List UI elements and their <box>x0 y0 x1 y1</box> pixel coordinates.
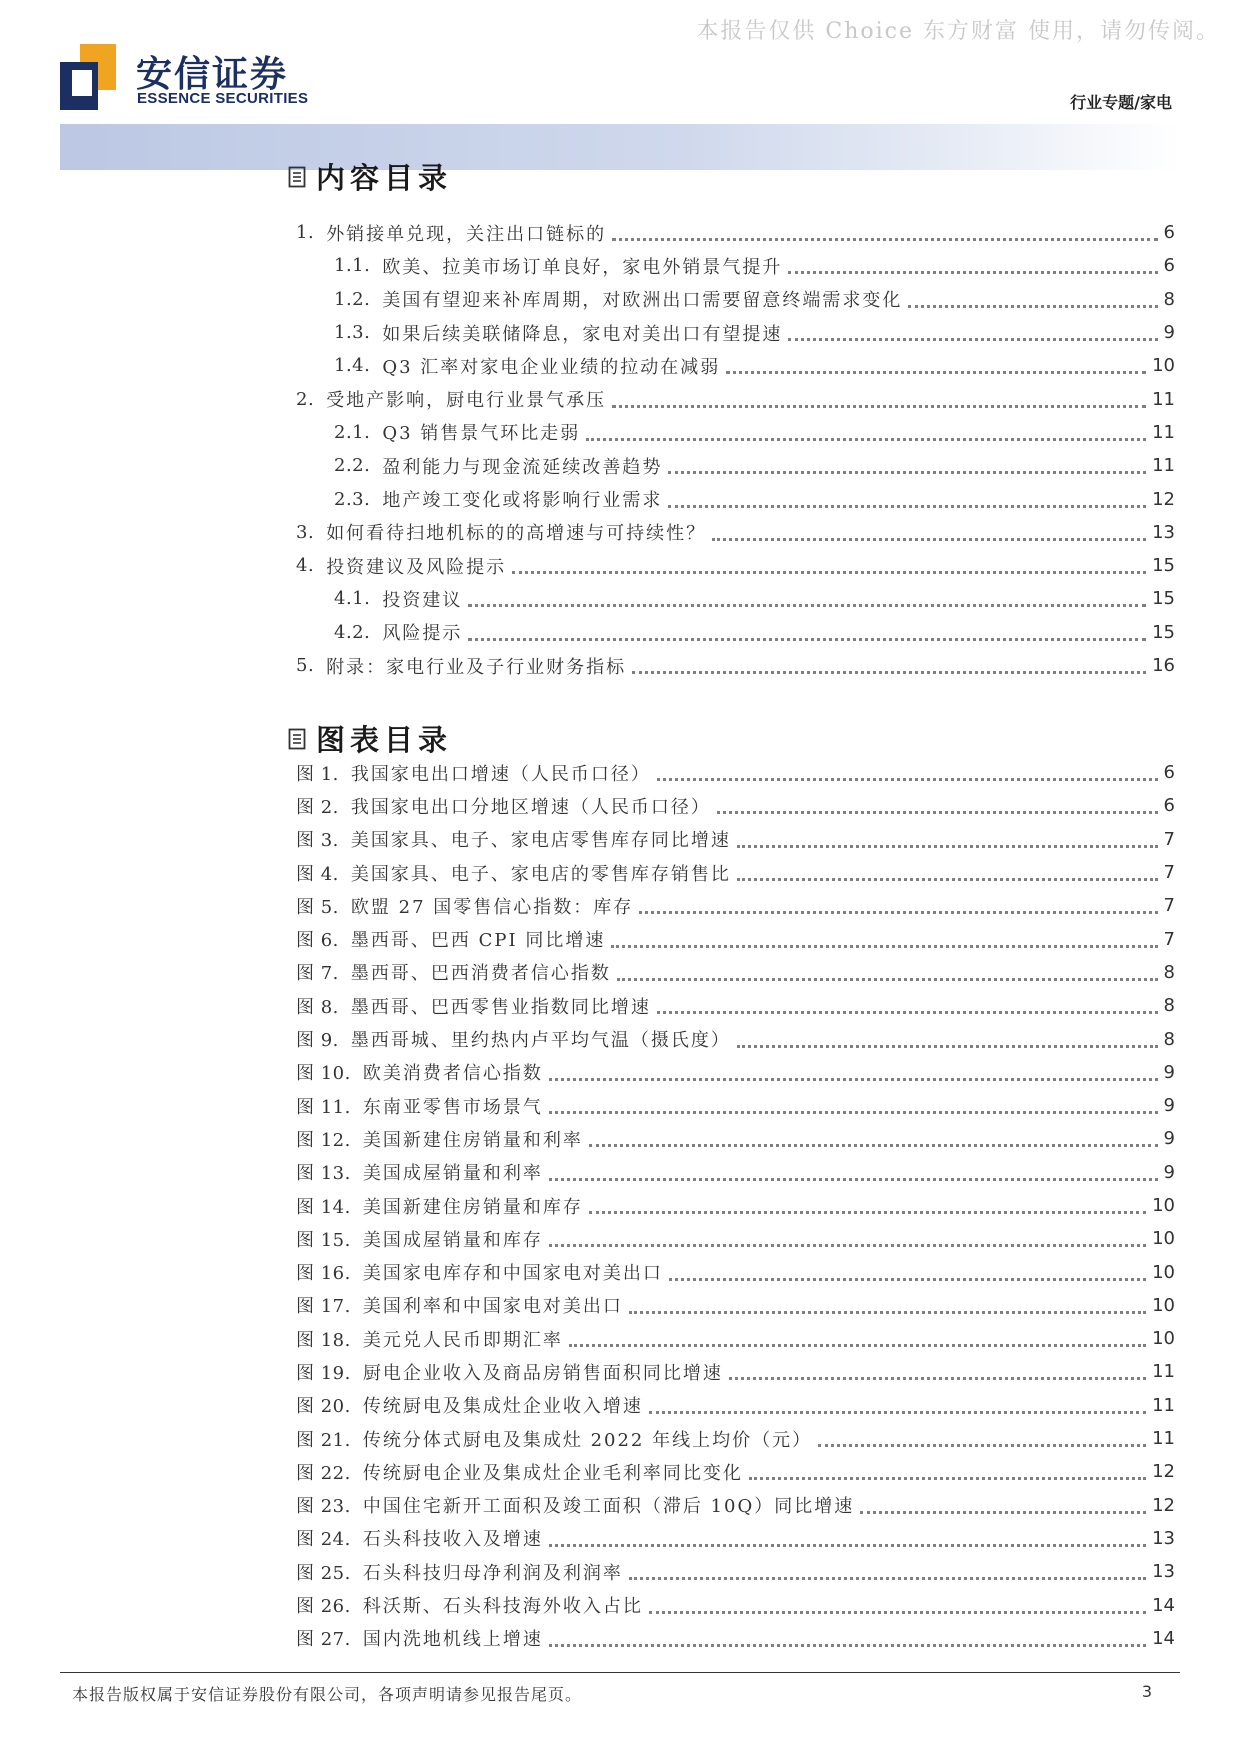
figure-toc-title: 墨西哥、巴西消费者信心指数 <box>350 963 611 985</box>
page-number: 3 <box>1141 1682 1152 1701</box>
figure-toc-page: 8 <box>1163 961 1175 983</box>
dot-leader <box>729 1359 1146 1380</box>
dot-leader <box>569 1326 1146 1347</box>
dot-leader <box>668 453 1146 474</box>
dot-leader <box>737 1027 1158 1048</box>
figure-toc-number: 图 9. <box>296 1030 339 1052</box>
document-icon <box>288 728 306 750</box>
figure-toc-entry[interactable] <box>296 856 1175 889</box>
figure-toc-number: 图 21. <box>296 1429 351 1451</box>
figure-toc-number: 图 17. <box>296 1296 351 1318</box>
figure-toc-number: 图 5. <box>296 896 339 918</box>
figure-toc-entry[interactable] <box>296 789 1175 822</box>
figure-toc-number: 图 16. <box>296 1263 351 1285</box>
figure-toc-title: 美国家具、电子、家电店的零售库存销售比 <box>350 863 731 885</box>
figure-toc-number: 图 22. <box>296 1462 351 1484</box>
figure-toc-entry[interactable] <box>296 1156 1175 1189</box>
dot-leader <box>788 253 1157 274</box>
toc-number: 5. <box>296 655 315 676</box>
figure-toc-entry[interactable] <box>296 889 1175 922</box>
figure-toc-title: 传统厨电及集成灶企业收入增速 <box>362 1396 643 1418</box>
toc-title: 受地产影响，厨电行业景气承压 <box>326 390 607 412</box>
figure-toc-page: 7 <box>1163 862 1175 884</box>
dot-leader <box>788 320 1157 341</box>
toc-entry[interactable] <box>296 449 1175 482</box>
figure-toc-number: 图 24. <box>296 1529 351 1551</box>
dot-leader <box>589 1193 1146 1214</box>
toc-entry[interactable] <box>296 283 1175 316</box>
figure-toc-number: 图 6. <box>296 930 339 952</box>
figure-toc-page: 10 <box>1152 1261 1175 1283</box>
figure-toc-number: 图 7. <box>296 963 339 985</box>
contents-list <box>296 216 1175 682</box>
dot-leader <box>726 353 1146 374</box>
toc-number: 2.3. <box>334 488 371 510</box>
figure-toc-number: 图 4. <box>296 863 339 885</box>
figure-toc-page: 7 <box>1163 895 1175 917</box>
figure-toc-title: 中国住宅新开工面积及竣工面积（滞后 10Q）同比增速 <box>362 1496 855 1518</box>
dot-leader <box>586 420 1146 441</box>
figure-toc-number: 图 3. <box>296 830 339 852</box>
figure-toc-entry[interactable] <box>296 1489 1175 1522</box>
figure-toc-title: 美国家电库存和中国家电对美出口 <box>362 1263 663 1285</box>
contents-title: 内容目录 <box>316 161 453 195</box>
dot-leader <box>589 1126 1158 1147</box>
dot-leader <box>717 793 1158 814</box>
figure-toc-number: 图 27. <box>296 1629 351 1651</box>
toc-title: 投资建议 <box>382 589 463 611</box>
figure-toc-title: 厨电企业收入及商品房销售面积同比增速 <box>362 1362 723 1384</box>
figures-heading <box>288 718 452 759</box>
figure-toc-number: 图 14. <box>296 1196 351 1218</box>
dot-leader <box>737 827 1158 848</box>
figure-toc-entry[interactable] <box>296 1522 1175 1555</box>
figure-toc-entry[interactable] <box>296 1455 1175 1488</box>
figure-toc-number: 图 8. <box>296 996 339 1018</box>
figure-toc-page: 13 <box>1152 1527 1175 1549</box>
header-band <box>60 124 1180 170</box>
toc-title: Q3 销售景气环比走弱 <box>382 423 581 445</box>
document-icon <box>288 166 306 188</box>
dot-leader <box>612 220 1157 241</box>
dot-leader <box>749 1459 1146 1480</box>
figure-toc-page: 12 <box>1152 1461 1175 1483</box>
toc-entry[interactable] <box>296 516 1175 549</box>
toc-number: 4.2. <box>334 621 371 643</box>
toc-page: 11 <box>1152 388 1175 410</box>
dot-leader <box>649 1593 1146 1614</box>
figure-toc-page: 13 <box>1152 1561 1175 1583</box>
toc-page: 15 <box>1152 555 1175 577</box>
figure-toc-entry[interactable] <box>296 1355 1175 1388</box>
dot-leader <box>657 760 1158 781</box>
figure-toc-entry[interactable] <box>296 956 1175 989</box>
company-name-en: ESSENCE SECURITIES <box>137 90 309 107</box>
toc-entry[interactable] <box>296 582 1175 615</box>
figure-toc-title: 科沃斯、石头科技海外收入占比 <box>362 1596 643 1618</box>
figure-toc-title: 东南亚零售市场景气 <box>362 1096 543 1118</box>
figure-toc-page: 7 <box>1163 828 1175 850</box>
figure-toc-entry[interactable] <box>296 823 1175 856</box>
dot-leader <box>860 1493 1146 1514</box>
toc-page: 9 <box>1163 322 1175 344</box>
toc-number: 1.2. <box>334 288 371 310</box>
toc-number: 4. <box>296 555 315 577</box>
toc-title: 风险提示 <box>382 623 463 645</box>
toc-entry[interactable] <box>296 216 1175 249</box>
figure-toc-page: 9 <box>1163 1095 1175 1117</box>
figure-toc-page: 11 <box>1152 1394 1175 1416</box>
figure-toc-title: 石头科技归母净利润及利润率 <box>362 1562 623 1584</box>
figure-toc-entry[interactable] <box>296 1189 1175 1222</box>
figures-title: 图表目录 <box>316 723 453 757</box>
company-name-cn: 安信证券 <box>136 54 289 95</box>
figure-toc-title: 美国家具、电子、家电店零售库存同比增速 <box>350 830 731 852</box>
toc-page: 15 <box>1152 621 1175 643</box>
toc-entry[interactable] <box>296 616 1175 649</box>
toc-page: 11 <box>1152 455 1175 477</box>
figure-toc-title: 美国利率和中国家电对美出口 <box>362 1296 623 1318</box>
figure-toc-number: 图 15. <box>296 1229 351 1251</box>
figure-toc-page: 9 <box>1163 1061 1175 1083</box>
dot-leader <box>737 860 1158 881</box>
figure-toc-title: 欧盟 27 国零售信心指数：库存 <box>350 896 634 918</box>
figure-toc-page: 9 <box>1163 1161 1175 1183</box>
contents-heading <box>288 156 452 197</box>
figure-toc-page: 10 <box>1152 1195 1175 1216</box>
toc-number: 1.4. <box>334 355 371 377</box>
dot-leader <box>617 960 1158 981</box>
figure-toc-page: 11 <box>1152 1428 1175 1450</box>
figure-toc-page: 8 <box>1163 1028 1175 1050</box>
report-category: 行业专题/家电 <box>1070 93 1172 112</box>
figure-toc-number: 图 1. <box>296 763 339 785</box>
figure-toc-number: 图 23. <box>296 1496 351 1518</box>
figure-toc-number: 图 19. <box>296 1362 351 1384</box>
figure-toc-page: 6 <box>1163 795 1175 817</box>
dot-leader <box>468 620 1146 641</box>
toc-number: 2.2. <box>334 455 371 477</box>
figure-toc-number: 图 2. <box>296 796 339 818</box>
toc-page: 15 <box>1152 588 1175 610</box>
toc-title: 投资建议及风险提示 <box>326 556 507 578</box>
toc-title: 欧美、拉美市场订单良好，家电外销景气提升 <box>382 256 783 278</box>
dot-leader <box>649 1393 1146 1414</box>
figure-toc-number: 图 10. <box>296 1063 351 1085</box>
figure-toc-title: 美国新建住房销量和库存 <box>362 1196 583 1218</box>
dot-leader <box>668 487 1146 508</box>
footer-divider <box>60 1672 1180 1673</box>
toc-title: 附录：家电行业及子行业财务指标 <box>326 656 627 678</box>
toc-page: 13 <box>1152 521 1175 543</box>
figure-toc-number: 图 13. <box>296 1163 351 1185</box>
toc-entry[interactable] <box>296 649 1175 682</box>
figure-toc-entry[interactable] <box>296 1089 1175 1122</box>
figure-toc-entry[interactable] <box>296 1222 1175 1255</box>
dot-leader <box>632 653 1146 674</box>
figure-toc-title: 美国成屋销量和利率 <box>362 1163 543 1185</box>
figure-toc-page: 8 <box>1163 995 1175 1017</box>
company-logo-icon <box>60 44 116 110</box>
toc-title: 如果后续美联储降息，家电对美出口有望提速 <box>382 323 783 345</box>
toc-page: 6 <box>1163 222 1175 244</box>
figure-toc-number: 图 12. <box>296 1129 351 1151</box>
toc-page: 6 <box>1163 255 1175 277</box>
figure-toc-page: 11 <box>1152 1361 1175 1383</box>
toc-entry[interactable] <box>296 249 1175 282</box>
figure-toc-title: 美国新建住房销量和利率 <box>362 1129 583 1151</box>
figure-toc-page: 9 <box>1163 1128 1175 1150</box>
toc-page: 16 <box>1152 655 1175 676</box>
dot-leader <box>639 893 1157 914</box>
dot-leader <box>512 553 1146 574</box>
figure-toc-entry[interactable] <box>296 922 1175 955</box>
dot-leader <box>549 1526 1146 1547</box>
figure-toc-entry[interactable] <box>296 1122 1175 1155</box>
dot-leader <box>657 993 1158 1014</box>
figure-toc-page: 6 <box>1163 762 1175 784</box>
figures-list <box>296 756 1175 1655</box>
figure-toc-entry[interactable] <box>296 1322 1175 1355</box>
figure-toc-number: 图 25. <box>296 1562 351 1584</box>
dot-leader <box>549 1160 1158 1181</box>
figure-toc-entry[interactable] <box>296 1622 1175 1655</box>
dot-leader <box>549 1093 1158 1114</box>
toc-number: 1.3. <box>334 322 371 344</box>
figure-toc-page: 7 <box>1163 928 1175 950</box>
figure-toc-number: 图 20. <box>296 1396 351 1418</box>
figure-toc-entry[interactable] <box>296 1255 1175 1288</box>
figure-toc-title: 石头科技收入及增速 <box>362 1529 543 1551</box>
toc-title: 如何看待扫地机标的的高增速与可持续性？ <box>326 523 707 545</box>
figure-toc-page: 12 <box>1152 1494 1175 1516</box>
toc-number: 1.1. <box>334 255 371 277</box>
figure-toc-title: 传统分体式厨电及集成灶 2022 年线上均价（元） <box>362 1429 813 1451</box>
figure-toc-title: 美元兑人民币即期汇率 <box>362 1329 563 1351</box>
toc-title: Q3 汇率对家电企业业绩的拉动在减弱 <box>382 356 721 378</box>
dot-leader <box>908 287 1157 308</box>
dot-leader <box>669 1260 1146 1281</box>
toc-number: 2. <box>296 388 315 410</box>
toc-page: 8 <box>1163 288 1175 310</box>
toc-number: 1. <box>296 222 315 244</box>
dot-leader <box>629 1293 1146 1314</box>
company-logo <box>60 44 320 110</box>
dot-leader <box>468 586 1146 607</box>
dot-leader <box>712 520 1146 541</box>
figure-toc-page: 10 <box>1152 1328 1175 1350</box>
dot-leader <box>611 927 1157 948</box>
watermark-text: 本报告仅供 Choice 东方财富 使用，请勿传阅。 <box>696 19 1220 44</box>
figure-toc-page: 14 <box>1152 1627 1175 1649</box>
toc-entry[interactable] <box>296 349 1175 382</box>
toc-title: 外销接单兑现，关注出口链标的 <box>326 223 607 245</box>
toc-entry[interactable] <box>296 549 1175 582</box>
figure-toc-title: 国内洗地机线上增速 <box>362 1629 543 1651</box>
toc-entry[interactable] <box>296 382 1175 415</box>
figure-toc-page: 10 <box>1152 1294 1175 1316</box>
dot-leader <box>549 1060 1158 1081</box>
figure-toc-title: 我国家电出口增速（人民币口径） <box>350 763 651 785</box>
toc-title: 地产竣工变化或将影响行业需求 <box>382 490 663 512</box>
dot-leader <box>549 1626 1146 1647</box>
figure-toc-title: 传统厨电企业及集成灶企业毛利率同比变化 <box>362 1462 743 1484</box>
toc-page: 10 <box>1152 355 1175 377</box>
figure-toc-title: 我国家电出口分地区增速（人民币口径） <box>350 796 711 818</box>
toc-number: 3. <box>296 521 315 543</box>
figure-toc-title: 美国成屋销量和库存 <box>362 1229 543 1251</box>
toc-number: 2.1. <box>334 421 371 443</box>
figure-toc-title: 墨西哥、巴西零售业指数同比增速 <box>350 996 651 1018</box>
figure-toc-entry[interactable] <box>296 1289 1175 1322</box>
figure-toc-entry[interactable] <box>296 1588 1175 1621</box>
figure-toc-entry[interactable] <box>296 1555 1175 1588</box>
figure-toc-page: 10 <box>1152 1228 1175 1250</box>
figure-toc-page: 14 <box>1152 1594 1175 1616</box>
toc-page: 12 <box>1152 488 1175 510</box>
figure-toc-entry[interactable] <box>296 1056 1175 1089</box>
figure-toc-entry[interactable] <box>296 1389 1175 1422</box>
figure-toc-number: 图 18. <box>296 1329 351 1351</box>
dot-leader <box>818 1426 1146 1447</box>
footer-copyright: 本报告版权属于安信证券股份有限公司，各项声明请参见报告尾页。 <box>72 1685 583 1704</box>
toc-entry[interactable] <box>296 316 1175 349</box>
figure-toc-entry[interactable] <box>296 989 1175 1022</box>
figure-toc-title: 墨西哥、巴西 CPI 同比增速 <box>350 930 606 952</box>
toc-title: 美国有望迎来补库周期，对欧洲出口需要留意终端需求变化 <box>382 290 903 312</box>
figure-toc-title: 欧美消费者信心指数 <box>362 1063 543 1085</box>
figure-toc-number: 图 11. <box>296 1096 351 1118</box>
toc-entry[interactable] <box>296 482 1175 515</box>
toc-title: 盈利能力与现金流延续改善趋势 <box>382 456 663 478</box>
figure-toc-entry[interactable] <box>296 1422 1175 1455</box>
figure-toc-title: 墨西哥城、里约热内卢平均气温（摄氏度） <box>350 1030 731 1052</box>
figure-toc-entry[interactable] <box>296 756 1175 789</box>
toc-page: 11 <box>1152 421 1175 443</box>
dot-leader <box>549 1226 1146 1247</box>
figure-toc-entry[interactable] <box>296 1022 1175 1055</box>
toc-number: 4.1. <box>334 588 371 610</box>
figure-toc-number: 图 26. <box>296 1596 351 1618</box>
dot-leader <box>629 1559 1146 1580</box>
toc-entry[interactable] <box>296 416 1175 449</box>
dot-leader <box>612 387 1146 408</box>
